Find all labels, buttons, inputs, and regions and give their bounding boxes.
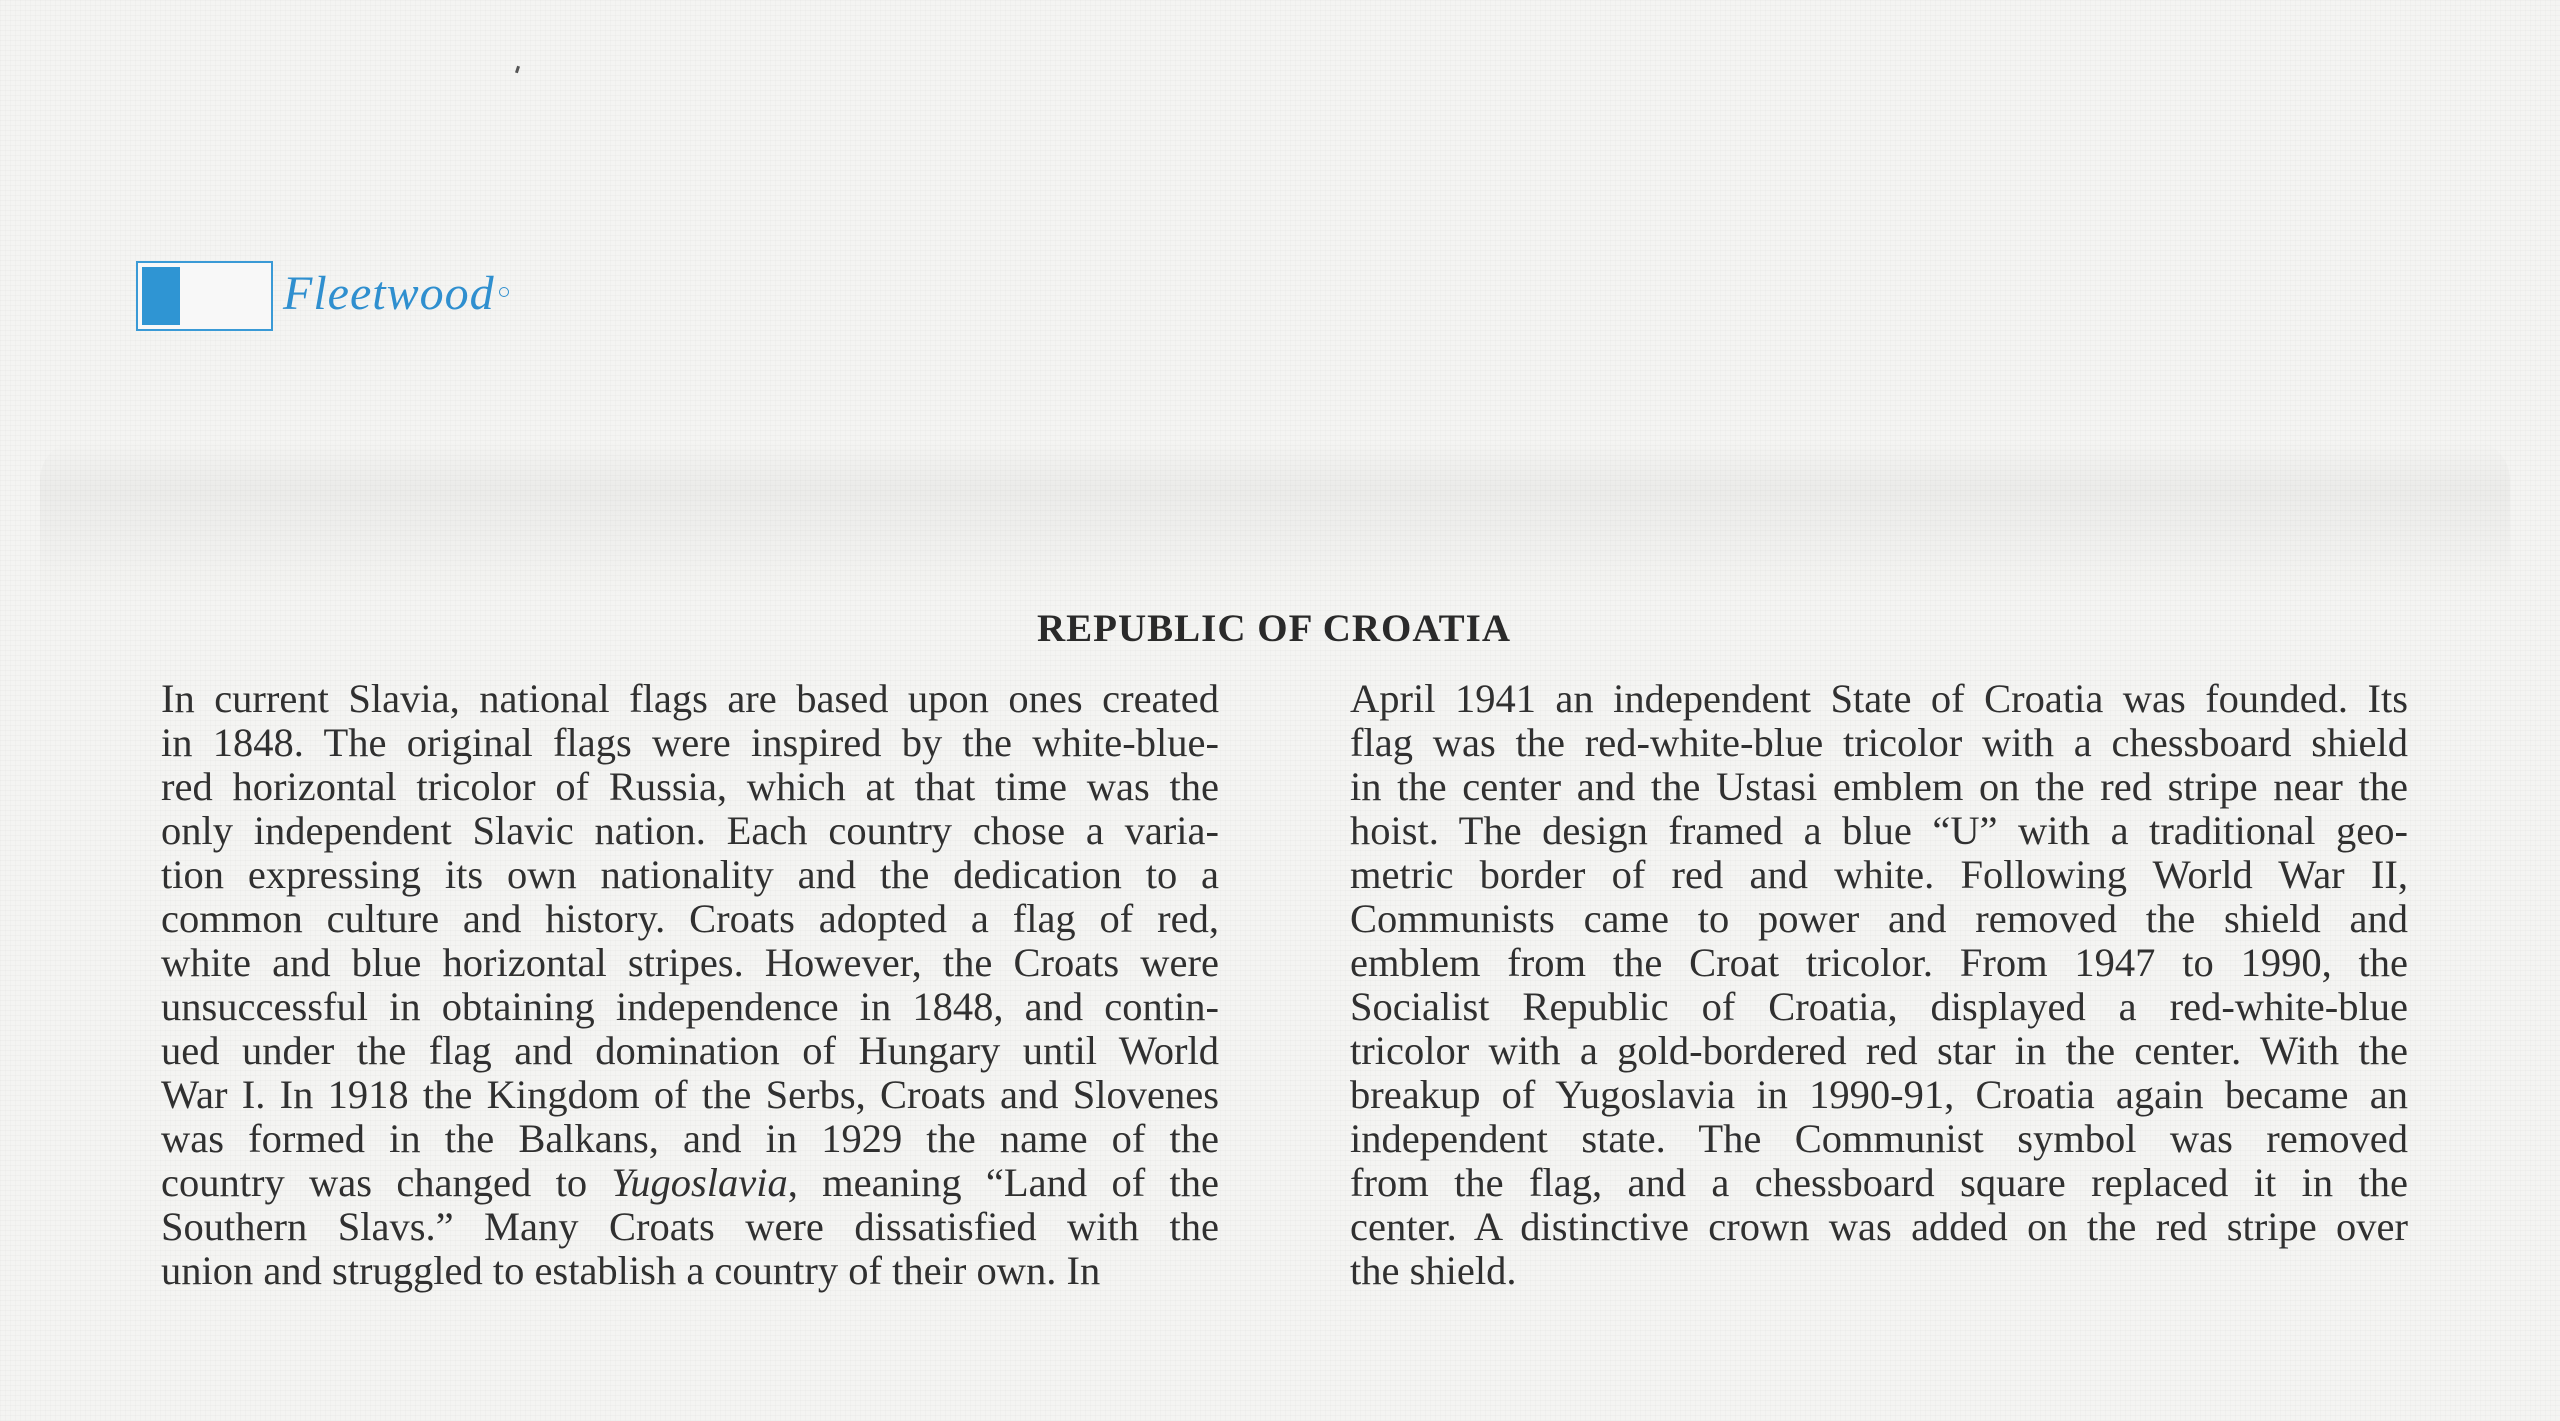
text-line: Southern Slavs.” Many Croats were dissatisfied with the [161, 1204, 1219, 1249]
fleetwood-logo [136, 258, 509, 334]
logo-box-icon [136, 261, 273, 331]
text-line: in 1848. The original flags were inspired by the white-blue- [161, 720, 1219, 765]
registered-mark-icon [499, 287, 509, 297]
text-line: In current Slavia, national flags are based upon ones created [161, 676, 1219, 721]
text-line: hoist. The design framed a blue “U” with a traditional geo- [1350, 808, 2408, 853]
text-line: union and struggled to establish a country of their own. In [161, 1248, 1101, 1293]
text-line: Socialist Republic of Croatia, displayed a red-white-blue [1350, 984, 2408, 1029]
text-line: common culture and history. Croats adopted a flag of red, [161, 896, 1219, 941]
text-line: white and blue horizontal stripes. However, the Croats were [161, 940, 1219, 985]
page-title-text: REPUBLIC OF CROATIA [1036, 607, 1512, 650]
text-line: metric border of red and white. Following World War II, [1350, 852, 2408, 897]
text-line: independent state. The Communist symbol was removed [1350, 1116, 2408, 1161]
text-line: was formed in the Balkans, and in 1929 the name of the [161, 1116, 1219, 1161]
text-line: breakup of Yugoslavia in 1990-91, Croatia again became an [1350, 1072, 2408, 1117]
italic-term: Yugoslavia [611, 1160, 788, 1205]
text-line: April 1941 an independent State of Croatia was founded. Its [1350, 676, 2408, 721]
text-line: Communists came to power and removed the shield and [1350, 896, 2408, 941]
text-line: tion expressing its own nationality and the dedication to a [161, 852, 1219, 897]
text-line: only independent Slavic nation. Each country chose a varia- [161, 808, 1219, 853]
text-line: War I. In 1918 the Kingdom of the Serbs, Croats and Slovenes [161, 1072, 1219, 1117]
logo-box-fill [142, 267, 180, 325]
page-title [0, 606, 2560, 651]
logo-wordmark-text: Fleetwood [283, 267, 495, 320]
paper-speck [515, 66, 520, 74]
text-line: in the center and the Ustasi emblem on the red stripe near the [1350, 764, 2408, 809]
text-line: center. A distinctive crown was added on the red stripe over [1350, 1204, 2408, 1249]
text-line: flag was the red-white-blue tricolor with a chessboard shield [1350, 720, 2408, 765]
text-line: tricolor with a gold-bordered red star in the center. With the [1350, 1028, 2408, 1073]
text-line: emblem from the Croat tricolor. From 1947 to 1990, the [1350, 940, 2408, 985]
text-line [161, 1161, 1219, 1205]
text-line: unsuccessful in obtaining independence in 1848, and contin- [161, 984, 1219, 1029]
left-text-column [161, 677, 1219, 1293]
text-run: , meaning “Land of the [787, 1160, 1219, 1205]
text-line: red horizontal tricolor of Russia, which at that time was the [161, 764, 1219, 809]
right-text-column [1350, 677, 2408, 1293]
text-run: country was changed to [161, 1160, 612, 1205]
logo-wordmark [283, 267, 509, 320]
text-line: from the flag, and a chessboard square replaced it in the [1350, 1160, 2408, 1205]
envelope-flap-shadow [40, 440, 2510, 600]
text-line: the shield. [1350, 1248, 1517, 1293]
text-line: ued under the flag and domination of Hungary until World [161, 1028, 1219, 1073]
